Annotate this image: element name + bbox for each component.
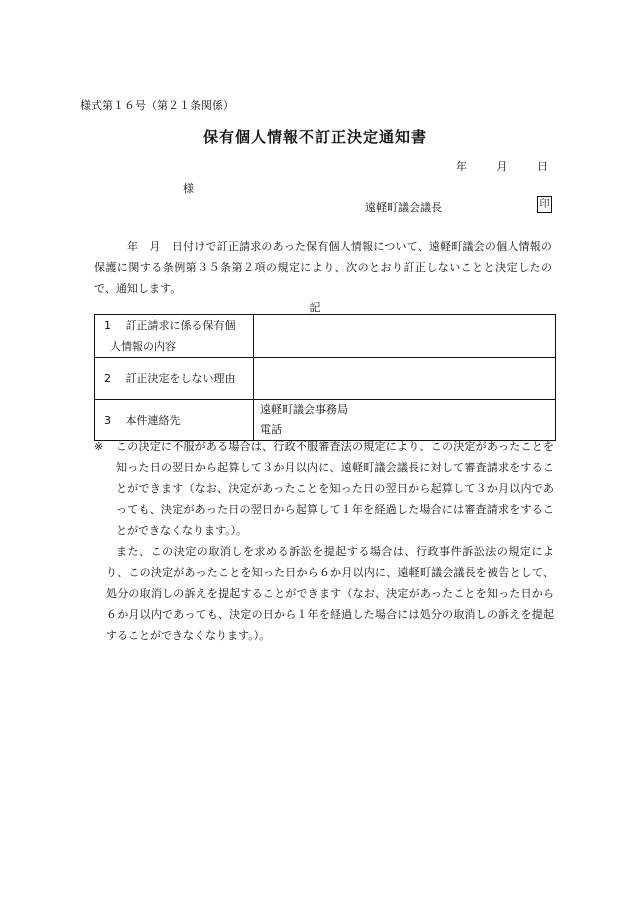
form-number: 様式第１６号（第２１条関係） xyxy=(80,99,234,112)
row2-label: 2 訂正決定をしない理由 xyxy=(104,372,236,385)
contact-phone-label: 電話 xyxy=(260,423,282,436)
addressee-honorific: 様 xyxy=(183,182,194,195)
note-mark: ※ xyxy=(94,440,104,453)
row3-value-cell xyxy=(254,400,556,441)
table-row xyxy=(95,315,556,358)
date-year: 年 xyxy=(456,160,467,173)
sender-name: 遠軽町議会議長 xyxy=(365,201,442,214)
row1-label-line1: 1 訂正請求に係る保有個 xyxy=(104,319,236,332)
date-day: 日 xyxy=(537,160,548,173)
row1-label-cell xyxy=(95,315,254,358)
note-lawsuit-text: また、この決定の取消しを求める訴訟を提起する場合は、行政事件訴訟法の規定により、この決定があったことを知った日から６か月以内に、遠軽町議会議長を被告として、処分の取消しの訴えを提起することができます（なお、決定があったことを知った日から６か月以内であっても、決定の日から１年を経過した場合には処分の取消しの訴えを提起することができなくなります。）。 xyxy=(106,545,554,642)
note-appeal-text: この決定に不服がある場合は、行政不服審査法の規定により、この決定があったことを知った日の翌日から起算して３か月以内に、遠軽町議会議長に対して審査請求をすることができます（なお、決定があったことを知った日の翌日から起算して３か月以内であっても、決定があった日の翌日から起算して１年を経過した場合には審査請求をすることができなくなります。）。 xyxy=(116,440,554,537)
document-title: 保有個人情報不訂正決定通知書 xyxy=(202,128,427,146)
table-row xyxy=(95,400,556,441)
notes xyxy=(94,436,554,646)
body-paragraph: 年 月 日付けで訂正請求のあった保有個人情報について、遠軽町議会の個人情報の保護に関する条例第３５条第２項の規定により、次のとおり訂正しないことと決定したので、通知します。 xyxy=(94,240,552,295)
seal-mark: 印 xyxy=(537,196,552,213)
row2-value-cell xyxy=(254,358,556,400)
row1-value-cell xyxy=(254,315,556,358)
row1-label-line2: 人情報の内容 xyxy=(110,340,176,353)
row3-label-cell xyxy=(95,400,254,441)
date-month: 月 xyxy=(496,160,508,173)
row3-label: 3 本件連絡先 xyxy=(104,413,181,427)
date-line xyxy=(456,158,548,174)
note-appeal xyxy=(94,436,554,541)
ki-heading: 記 xyxy=(309,301,321,314)
contact-office: 遠軽町議会事務局 xyxy=(260,403,348,416)
row2-label-cell xyxy=(95,358,254,400)
detail-table xyxy=(94,314,556,441)
table-row xyxy=(95,358,556,400)
